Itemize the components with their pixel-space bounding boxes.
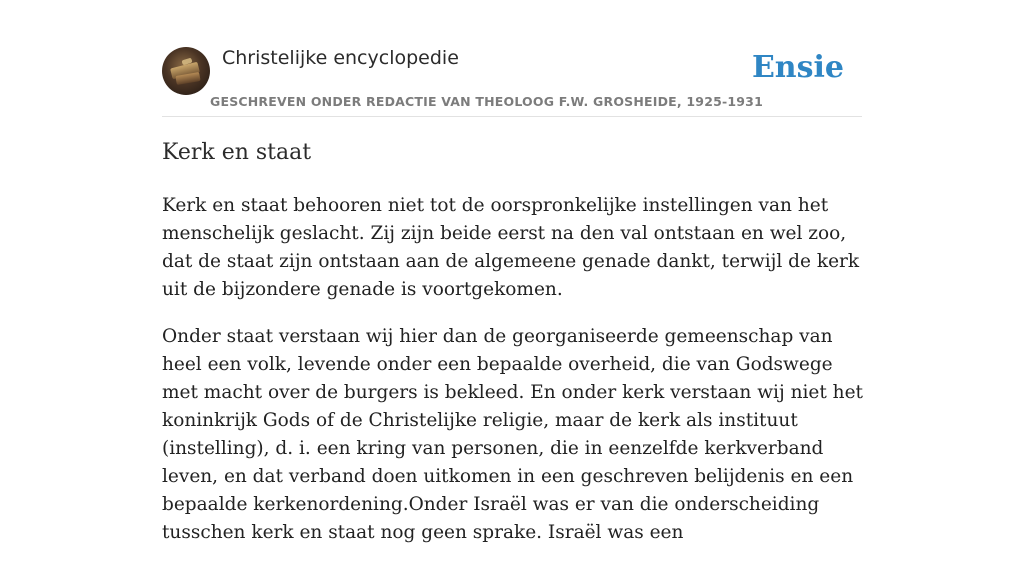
- encyclopedia-subtitle: GESCHREVEN ONDER REDACTIE VAN THEOLOOG F.W. GROSHEIDE, 1925-1931: [210, 94, 763, 109]
- page-title: Kerk en staat: [162, 140, 312, 165]
- ensie-logo[interactable]: Ensie: [751, 50, 844, 85]
- article-paragraph: Onder staat verstaan wij hier dan de georganiseerde gemeenschap van heel een volk, levende onder een bepaalde overheid, die van Godswege met macht over de burgers is bekleed. En onder kerk verstaan wij niet het koninkrijk Gods of de Christelijke religie, maar de kerk als instituut (instelling), d. i. een kring van personen, die in eenzelfde kerkverband leven, en dat verband doen uitkomen in een geschreven belijdenis en een bepaalde kerkenordening.Onder Israël was er van die onderscheiding tusschen kerk en staat nog geen sprake. Israël was een: [162, 326, 863, 543]
- article-paragraph: Kerk en staat behooren niet tot de oorspronkelijke instellingen van het menschelijk geslacht. Zij zijn beide eerst na den val ontstaan en wel zoo, dat de staat zijn ontstaan aan de algemeene genade dankt, terwijl de kerk uit de bijzondere genade is voortgekomen.: [162, 195, 860, 300]
- encyclopedia-title[interactable]: Christelijke encyclopedie: [222, 47, 459, 69]
- article-body: [162, 192, 866, 566]
- encyclopedia-avatar[interactable]: [162, 47, 210, 95]
- site-header: [162, 46, 862, 117]
